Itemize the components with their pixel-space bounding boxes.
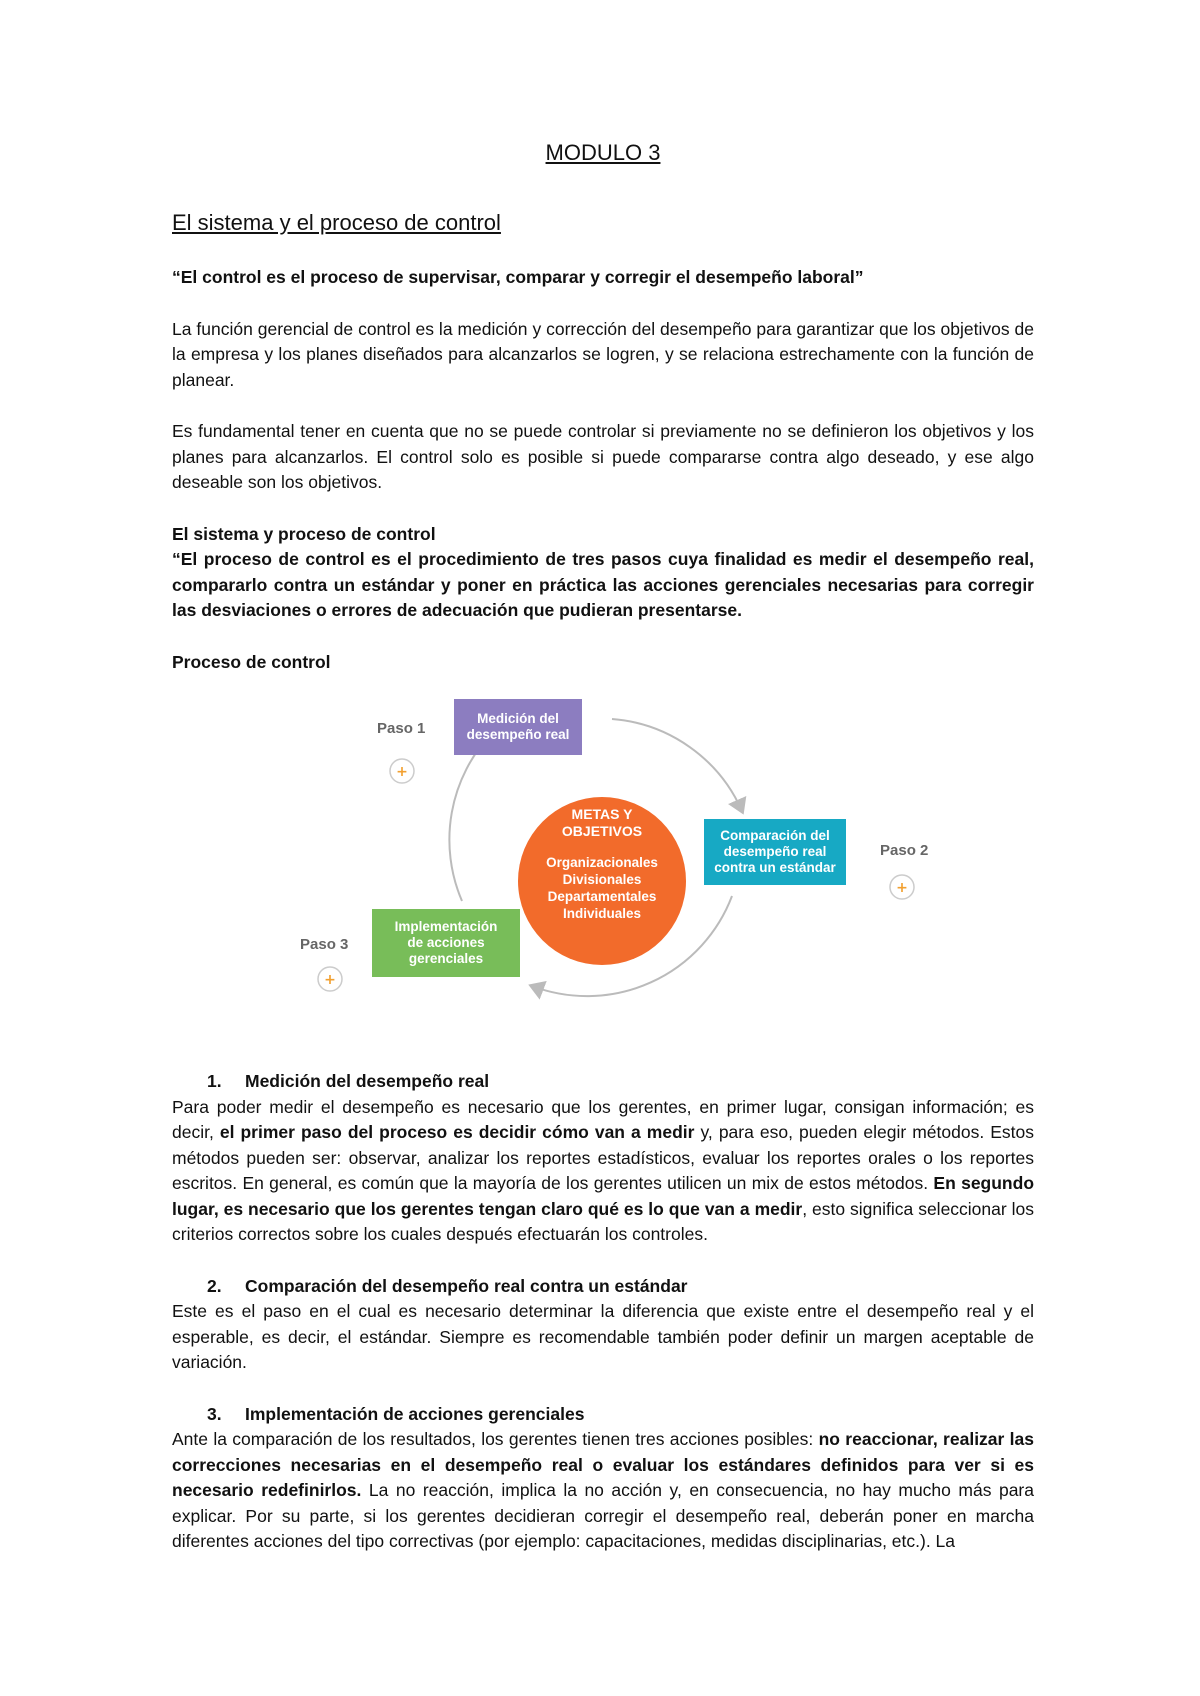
step-2 [704, 819, 928, 899]
center-title-line2: OBJETIVOS [561, 823, 643, 839]
step-3-box-line3: gerenciales [408, 951, 484, 966]
center-item-2: Divisionales [562, 872, 642, 887]
step-1-box-line2: desempeño real [466, 727, 570, 742]
section-2-title: Comparación del desempeño real contra un estándar [245, 1275, 688, 1296]
section-2-heading [172, 1274, 1034, 1300]
step-3-plus-icon: + [324, 972, 336, 988]
center-item-3: Departamentales [547, 889, 657, 904]
paragraph-1: La función gerencial de control es la medición y corrección del desempeño para garantizar que los objetivos de la empresa y los planes diseñados para alcanzarlos se logren, y se relaciona estrechamente con la función de planear. [172, 318, 1034, 390]
step-1-label: Paso 1 [377, 720, 426, 737]
section-1-text-2: el primer paso del proceso es decidir cómo van a medir [219, 1122, 695, 1142]
center-title-line1: METAS Y [571, 806, 633, 822]
step-1-plus-icon: + [396, 764, 408, 780]
step-3-box-line2: de acciones [407, 935, 485, 950]
section-1-text-1: Para poder medir el desempeño es necesario que los gerentes, en primer lugar, consigan información; es decir, [172, 1096, 1034, 1142]
step-2-box-line3: contra un estándar [714, 860, 836, 875]
quote-process: “El proceso de control es el procedimiento de tres pasos cuya finalidad es medir el desempeño real, compararlo contra un estándar y poner en práctica las acciones gerenciales necesarias para corregir las desviaciones o errores de adecuación que pudieran presentarse. [172, 549, 1034, 620]
section-2-body [172, 1299, 1034, 1376]
section-2-text-1: Este es el paso en el cual es necesario determinar la diferencia que existe entre el desempeño real y el esperable, es decir, el estándar. Siempre es recomendable también poder definir un margen aceptable de variación. [172, 1301, 1034, 1372]
section-3-text-3: La no reacción, implica la no acción y, en consecuencia, no hay mucho más para explicar. Por su parte, si los gerentes decidieran corregir el desempeño real, deberán poner en marcha diferentes acciones del tipo correctivas (por ejemplo: capacitaciones, medidas disciplinarias, etc.). La [172, 1480, 1034, 1551]
cycle-arrow-3 [449, 733, 492, 901]
section-3-title: Implementación de acciones gerenciales [245, 1403, 585, 1424]
section-2-number: 2. [207, 1275, 222, 1296]
section-3-text-1: Ante la comparación de los resultados, los gerentes tienen tres acciones posibles: [172, 1429, 819, 1449]
subheading-process: Proceso de control [172, 651, 331, 672]
section-1-text-4: En segundo lugar, es necesario que los gerentes tengan claro qué es lo que van a medir [172, 1173, 1035, 1219]
section-3-number: 3. [207, 1403, 222, 1424]
page-title: MODULO 3 [545, 140, 661, 165]
section-3-body [172, 1427, 1034, 1555]
section-1-body [172, 1095, 1034, 1248]
step-1-box-line1: Medición del [477, 711, 559, 726]
diagram-svg [172, 691, 1034, 1051]
step-3-label: Paso 3 [300, 936, 349, 953]
section-1-text-3: y, para eso, pueden elegir métodos. Estos métodos pueden ser: observar, analizar los reportes estadísticos, evaluar los reportes orales o los reportes escritos. En general, es común que la mayoría de los gerentes utilicen un mix de estos métodos. [172, 1122, 1034, 1193]
paragraph-2: Es fundamental tener en cuenta que no se puede controlar si previamente no se definieron los objetivos y los planes para alcanzarlos. El control solo es posible si puede compararse contra algo deseado, y ese algo deseable son los objetivos. [172, 421, 1034, 492]
center-item-4: Individuales [562, 906, 642, 921]
document-body [172, 140, 1034, 1555]
control-process-diagram [172, 691, 1034, 1051]
step-1 [377, 699, 582, 783]
main-heading: El sistema y el proceso de control [172, 209, 501, 235]
step-3-box-line1: Implementación [394, 919, 498, 934]
center-item-1: Organizacionales [546, 855, 658, 870]
step-2-plus-icon: + [896, 880, 908, 896]
subheading-system: El sistema y proceso de control [172, 523, 436, 544]
section-1-number: 1. [207, 1071, 222, 1091]
section-3-text-2: no reaccionar, realizar las correcciones necesarias en el desempeño real o evaluar los estándares definidos para ver si es necesario redefinirlos. [172, 1429, 1035, 1500]
step-2-box-line1: Comparación del [720, 828, 830, 843]
cycle-arrow-1 [612, 719, 742, 811]
section-1-text-5: , esto significa seleccionar los criterios correctos sobre los cuales después efectuarán los controles. [172, 1198, 1035, 1244]
section-3-heading [172, 1402, 1034, 1428]
section-1-title: Medición del desempeño real [245, 1071, 490, 1091]
step-3 [300, 909, 520, 991]
section-1-heading [172, 1069, 1034, 1095]
step-2-box-line2: desempeño real [723, 844, 827, 859]
quote-definition: “El control es el proceso de supervisar, comparar y corregir el desempeño laboral” [172, 267, 864, 287]
step-2-label: Paso 2 [880, 842, 929, 859]
center-goals-circle [518, 797, 686, 965]
